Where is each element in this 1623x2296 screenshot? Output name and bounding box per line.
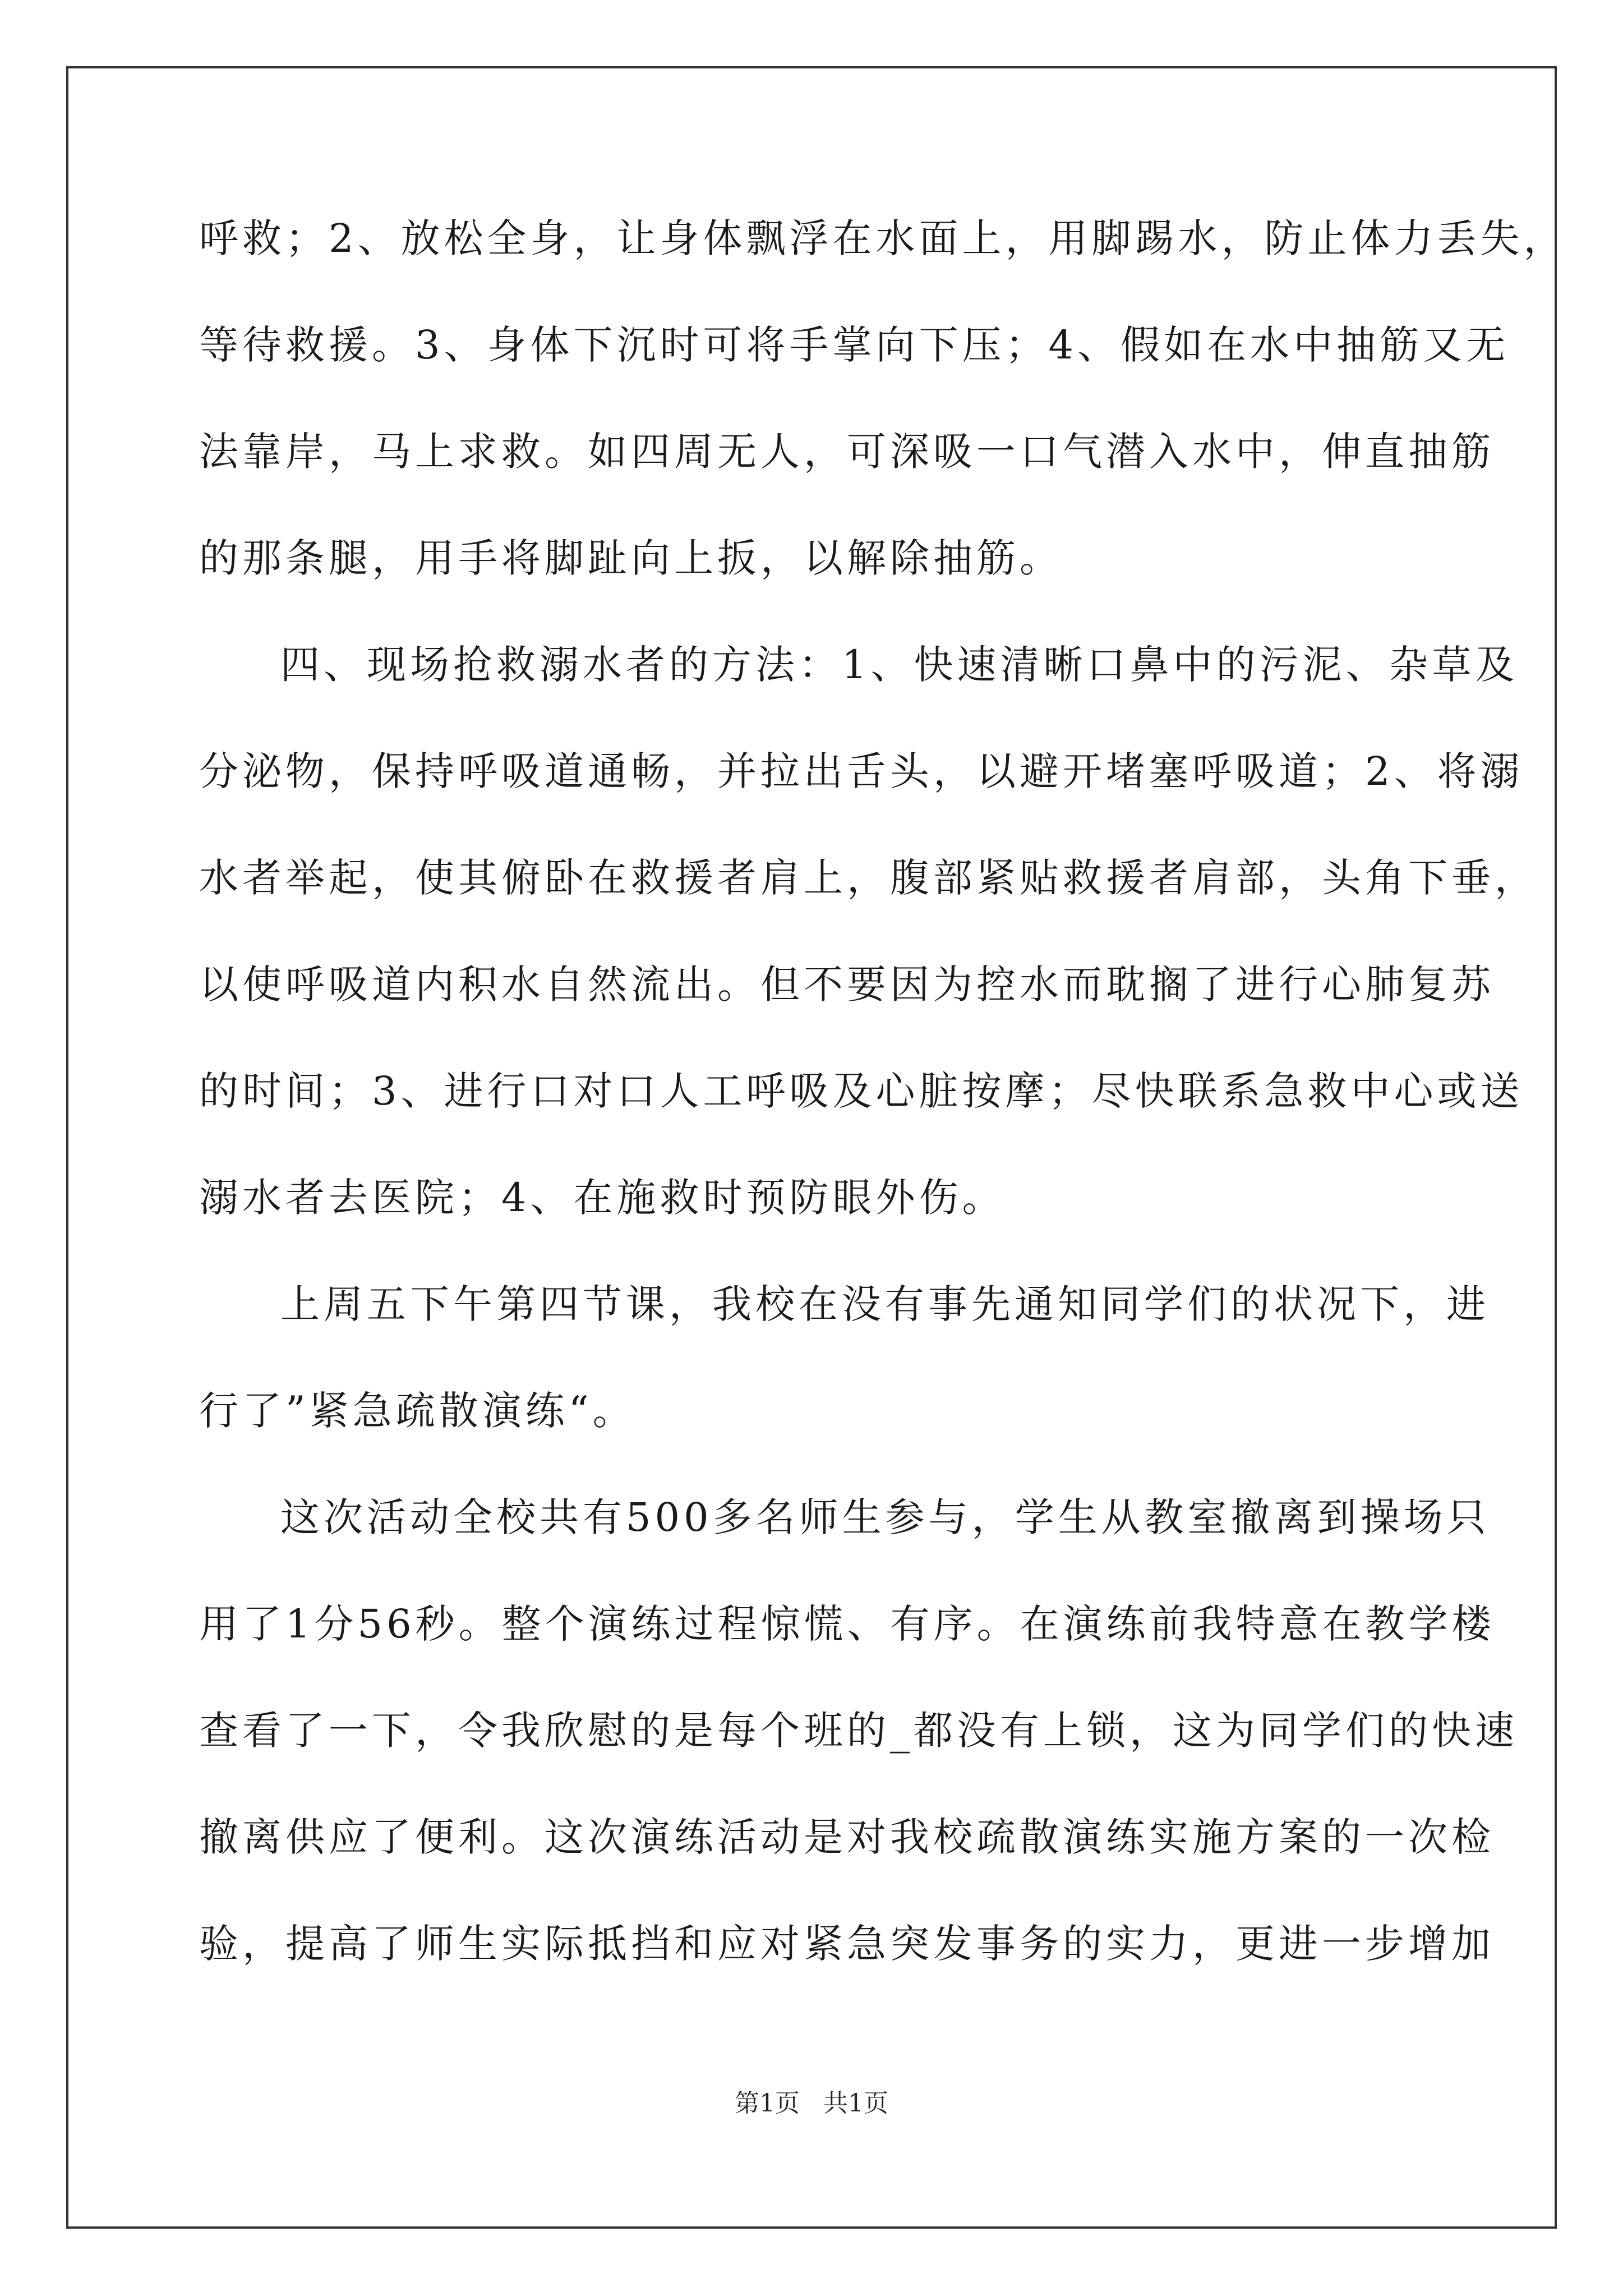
page-number-footer: 第1页 共1页 bbox=[735, 2089, 888, 2118]
text-line: 等待救援。3、身体下沉时可将手掌向下压；4、假如在水中抽筋又无 bbox=[199, 322, 1510, 368]
paragraph-first-line: 这次活动全校共有500多名师生参与，学生从教室撤离到操场只 bbox=[280, 1494, 1490, 1540]
text-line: 呼救；2、放松全身，让身体飘浮在水面上，用脚踢水，防止体力丢失， bbox=[199, 215, 1567, 261]
text-line: 用了1分56秒。整个演练过程惊慌、有序。在演练前我特意在教学楼 bbox=[199, 1601, 1495, 1647]
text-line: 水者举起，使其俯卧在救援者肩上，腹部紧贴救援者肩部，头角下垂， bbox=[199, 855, 1538, 901]
text-line: 行了”紧急疏散演练“。 bbox=[199, 1388, 636, 1434]
text-line: 查看了一下，令我欣慰的是每个班的_都没有上锁，这为同学们的快速 bbox=[199, 1708, 1518, 1754]
text-line: 以使呼吸道内积水自然流出。但不要因为控水而耽搁了进行心肺复苏 bbox=[199, 961, 1495, 1007]
paragraph-first-line: 上周五下午第四节课，我校在没有事先通知同学们的状况下，进 bbox=[280, 1281, 1490, 1327]
page-border bbox=[66, 66, 1557, 2229]
text-line: 分泌物，保持呼吸道通畅，并拉出舌头，以避开堵塞呼吸道；2、将溺 bbox=[199, 748, 1524, 794]
paragraph-first-line: 四、现场抢救溺水者的方法：1、快速清晰口鼻中的污泥、杂草及 bbox=[280, 642, 1519, 688]
text-line: 法靠岸，马上求救。如四周无人，可深吸一口气潜入水中，伸直抽筋 bbox=[199, 429, 1495, 475]
text-line: 撤离供应了便利。这次演练活动是对我校疏散演练实施方案的一次检 bbox=[199, 1814, 1495, 1860]
text-line: 的时间；3、进行口对口人工呼吸及心脏按摩；尽快联系急救中心或送 bbox=[199, 1068, 1524, 1114]
text-line: 验，提高了师生实际抵挡和应对紧急突发事务的实力，更进一步增加 bbox=[199, 1921, 1495, 1967]
text-line: 的那条腿，用手将脚趾向上扳，以解除抽筋。 bbox=[199, 535, 1063, 581]
text-line: 溺水者去医院；4、在施救时预防眼外伤。 bbox=[199, 1175, 1006, 1221]
